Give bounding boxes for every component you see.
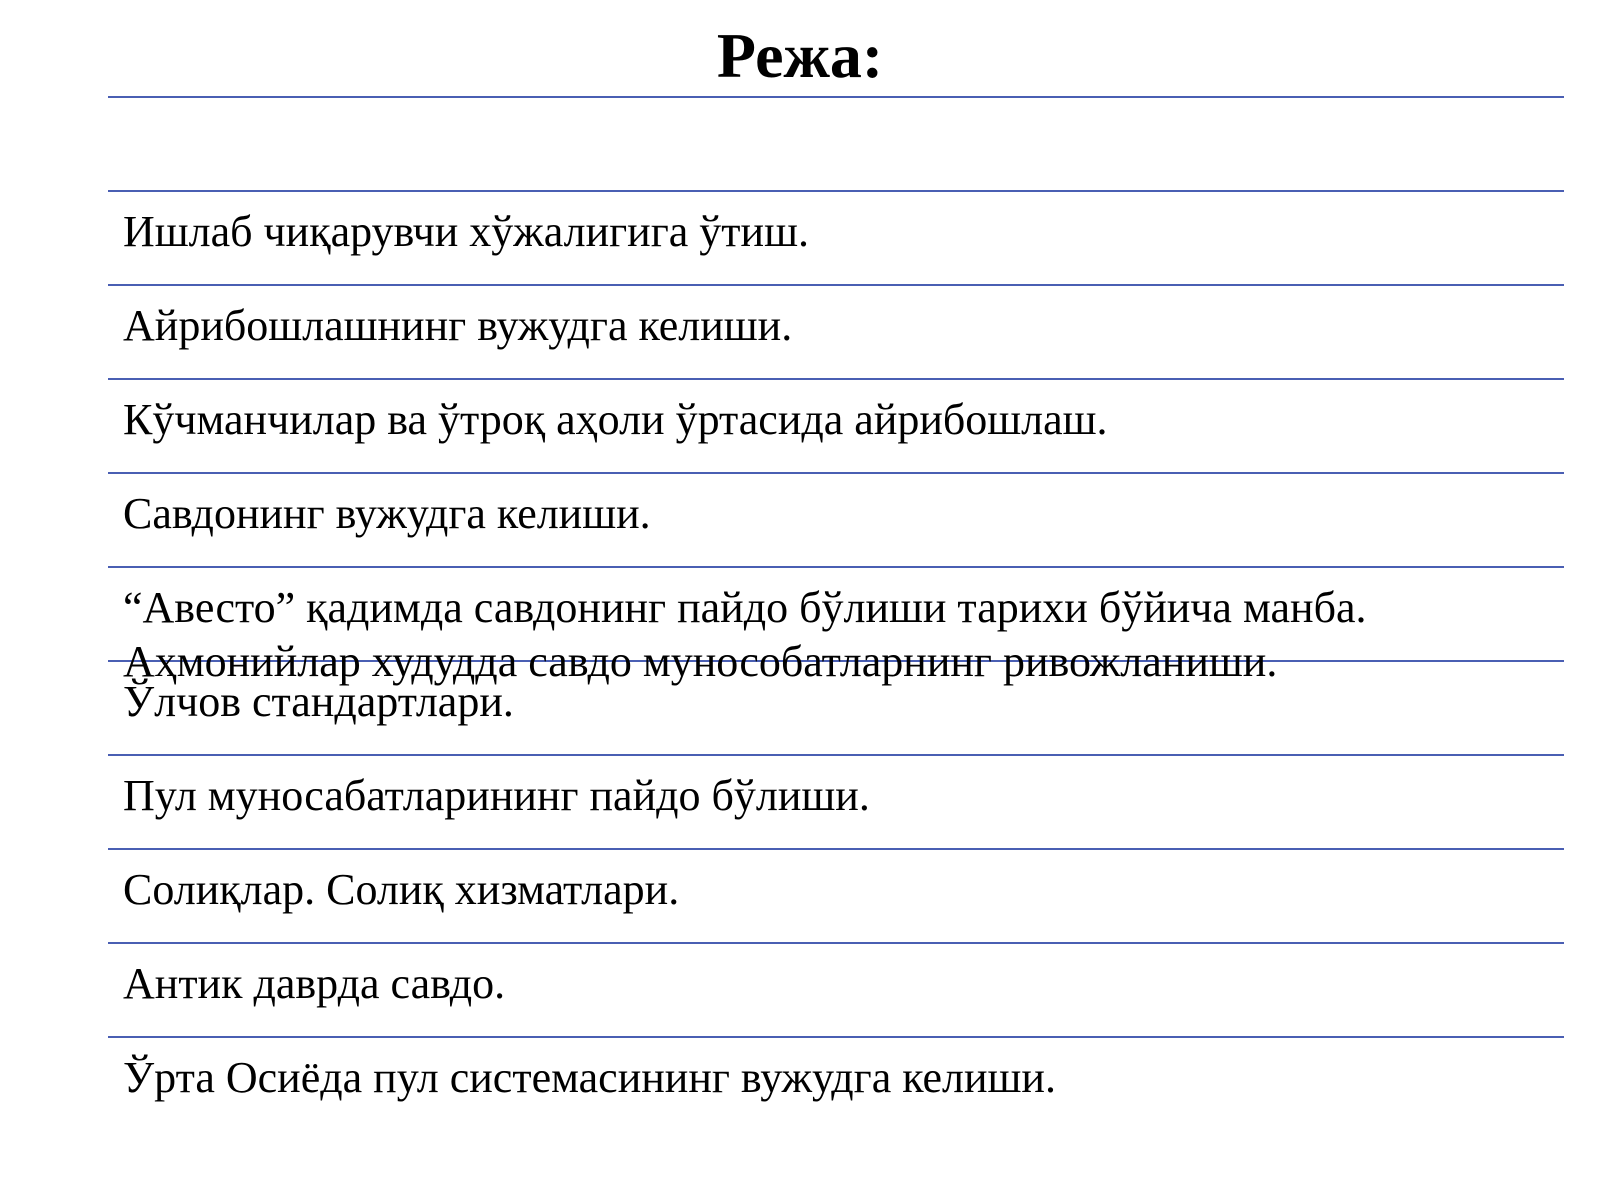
divider-line [108,190,1564,192]
plan-item: Ўрта Осиёда пул системасининг вужудга келиши. [123,1053,1056,1102]
divider-line [108,472,1564,474]
divider-line [108,96,1564,98]
divider-line [108,848,1564,850]
divider-line [108,942,1564,944]
divider-line [108,1036,1564,1038]
divider-line [108,754,1564,756]
plan-item: Ўлчов стандартлари. [123,677,514,726]
plan-item: “Авесто” қадимда савдонинг пайдо бўлиши тарихи бўйича манба. [123,583,1367,632]
plan-item: Пул муносабатларининг пайдо бўлиши. [123,771,870,820]
plan-item: Аҳмонийлар худудда савдо мунособатларнинг ривожланиши. [123,637,1278,686]
divider-line [108,566,1564,568]
plan-item: Кўчманчилар ва ўтроқ аҳоли ўртасида айрибошлаш. [123,395,1108,444]
plan-item: Савдонинг вужудга келиши. [123,489,651,538]
plan-item: Айрибошлашнинг вужудга келиши. [123,301,793,350]
slide-title: Режа: [716,20,884,91]
plan-item: Солиқлар. Солиқ хизматлари. [123,865,680,914]
plan-item: Антик даврда савдо. [123,959,506,1008]
divider-line [108,378,1564,380]
divider-line [108,284,1564,286]
plan-item: Ишлаб чиқарувчи хўжалигига ўтиш. [123,207,809,256]
